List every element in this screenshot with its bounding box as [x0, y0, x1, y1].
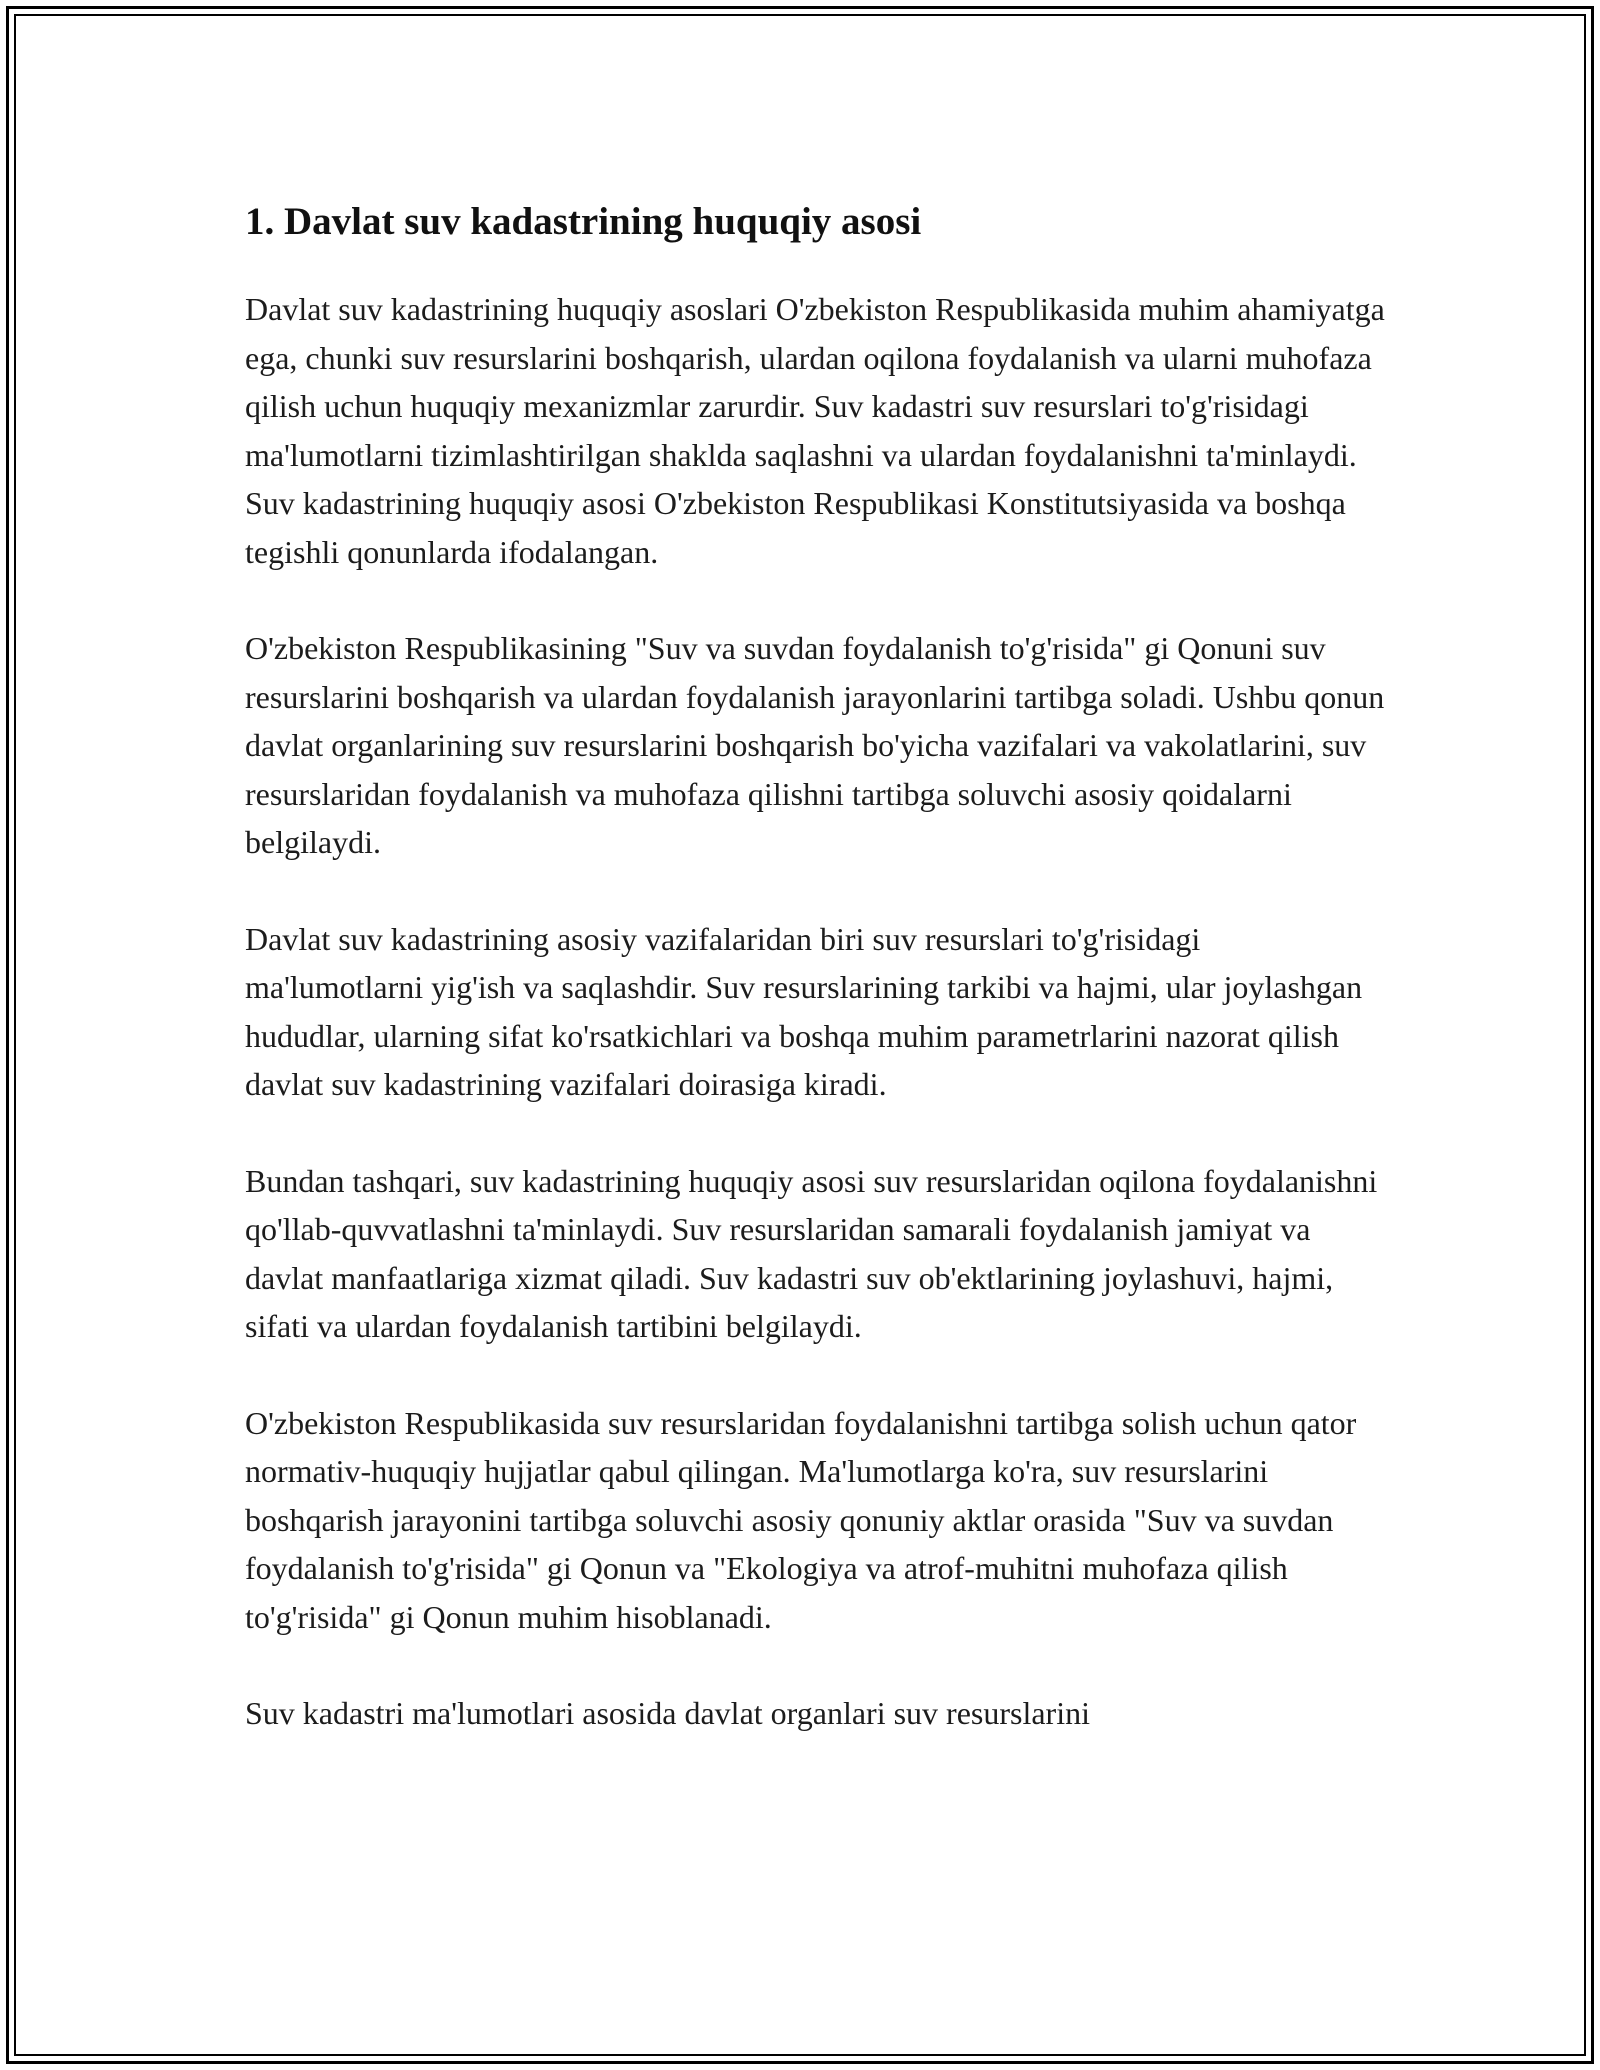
page-frame [6, 6, 1594, 2064]
paragraph-5: O'zbekiston Respublikasida suv resurslaridan foydalanishni tartibga solish uchun qator normativ-huquqiy hujjatlar qabul qilingan. Ma'lumotlarga ko'ra, suv resurslarini boshqarish jarayonini tartibga soluvchi asosiy qonuniy aktlar orasida "Suv va suvdan foydalanish to'g'risida" gi Qonun va "Ekologiya va atrof-muhitni muhofaza qilish to'g'risida" gi Qonun muhim hisoblanadi. [245, 1404, 1357, 1635]
section-heading: 1. Davlat suv kadastrining huquqiy asosi [245, 200, 922, 243]
paragraph-3: Davlat suv kadastrining asosiy vazifalaridan biri suv resurslari to'g'risidagi ma'lumotlarni yig'ish va saqlashdir. Suv resurslarining tarkibi va hajmi, ular joylashgan hududlar, ularning sifat ko'rsatkichlari va boshqa muhim parametrlarini nazorat qilish davlat suv kadastrining vazifalari doirasiga kiradi. [245, 920, 1363, 1102]
paragraph-4: Bundan tashqari, suv kadastrining huquqiy asosi suv resurslaridan oqilona foydalanishni qo'llab-quvvatlashni ta'minlaydi. Suv resurslaridan samarali foydalanish jamiyat va davlat manfaatlariga xizmat qiladi. Suv kadastri suv ob'ektlarining joylashuvi, hajmi, sifati va ulardan foydalanish tartibini belgilaydi. [245, 1162, 1378, 1344]
paragraph-6: Suv kadastri ma'lumotlari asosida davlat organlari suv resurslarini [245, 1695, 1090, 1731]
paragraph-1: Davlat suv kadastrining huquqiy asoslari O'zbekiston Respublikasida muhim ahamiyatga ega, chunki suv resurslarini boshqarish, ulardan oqilona foydalanish va ularni muhofaza qilish uchun huquqiy mexanizmlar zarurdir. Suv kadastri suv resurslari to'g'risidagi ma'lumotlarni tizimlashtirilgan shaklda saqlashni va ulardan foydalanishni ta'minlaydi. Suv kadastrining huquqiy asosi O'zbekiston Respublikasi Konstitutsiyasida va boshqa tegishli qonunlarda ifodalangan. [245, 291, 1385, 570]
document-body [245, 195, 1385, 1786]
paragraph-2: O'zbekiston Respublikasining "Suv va suvdan foydalanish to'g'risida" gi Qonuni suv resurslarini boshqarish va ulardan foydalanish jarayonlarini tartibga soladi. Ushbu qonun davlat organlarining suv resurslarini boshqarish bo'yicha vazifalari va vakolatlarini, suv resurslaridan foydalanish va muhofaza qilishni tartibga soluvchi asosiy qoidalarni belgilaydi. [245, 630, 1385, 860]
